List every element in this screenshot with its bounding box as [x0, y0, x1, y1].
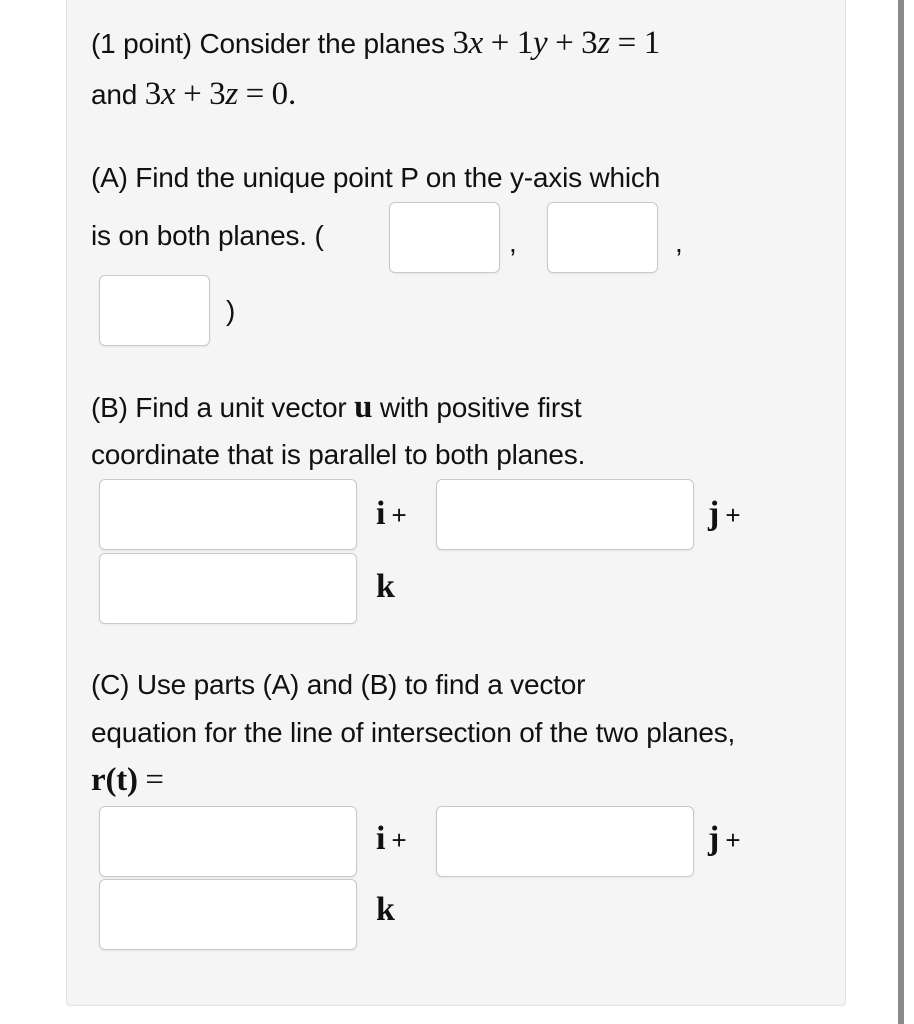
comma-2: , [675, 227, 683, 258]
problem-statement-line1: (1 point) Consider the planes 3x + 1y + 3z = 1 [91, 25, 660, 61]
part-c-line1: (C) Use parts (A) and (B) to find a vector [91, 669, 586, 700]
point-y-input[interactable] [547, 202, 658, 273]
unit-vector-i-input[interactable] [99, 479, 357, 550]
close-paren: ) [226, 295, 236, 326]
vector-u: u [354, 389, 373, 425]
point-x-input[interactable] [389, 202, 500, 273]
part-b-line2: coordinate that is parallel to both planes. [91, 439, 586, 470]
i-label-c: i + [376, 820, 407, 857]
line-eq-i-input[interactable] [99, 806, 357, 877]
i-label: i + [376, 495, 407, 532]
part-b-line1: (B) Find a unit vector u with positive first [91, 389, 582, 425]
part-a-line2: is on both planes. ( [91, 220, 324, 251]
and-text: and [91, 79, 138, 110]
unit-vector-j-input[interactable] [436, 479, 694, 550]
unit-vector-k-input[interactable] [99, 553, 357, 624]
line-eq-j-input[interactable] [436, 806, 694, 877]
consider-text: Consider the planes [199, 28, 445, 59]
part-a-line1: (A) Find the unique point P on the y-axis which [91, 162, 661, 193]
k-label-c: k [376, 891, 395, 928]
points-label: (1 point) [91, 28, 192, 59]
line-eq-k-input[interactable] [99, 879, 357, 950]
point-z-input[interactable] [99, 275, 210, 346]
j-label-c: j + [708, 820, 741, 857]
r-of-t-label: r(t) = [91, 762, 164, 798]
k-label: k [376, 568, 395, 605]
comma-1: , [509, 227, 517, 258]
j-label: j + [708, 495, 741, 532]
problem-statement-line2: and 3x + 3z = 0. [91, 76, 297, 112]
part-c-line2: equation for the line of intersection of the two planes, [91, 717, 736, 748]
scrollbar[interactable] [898, 0, 904, 1024]
